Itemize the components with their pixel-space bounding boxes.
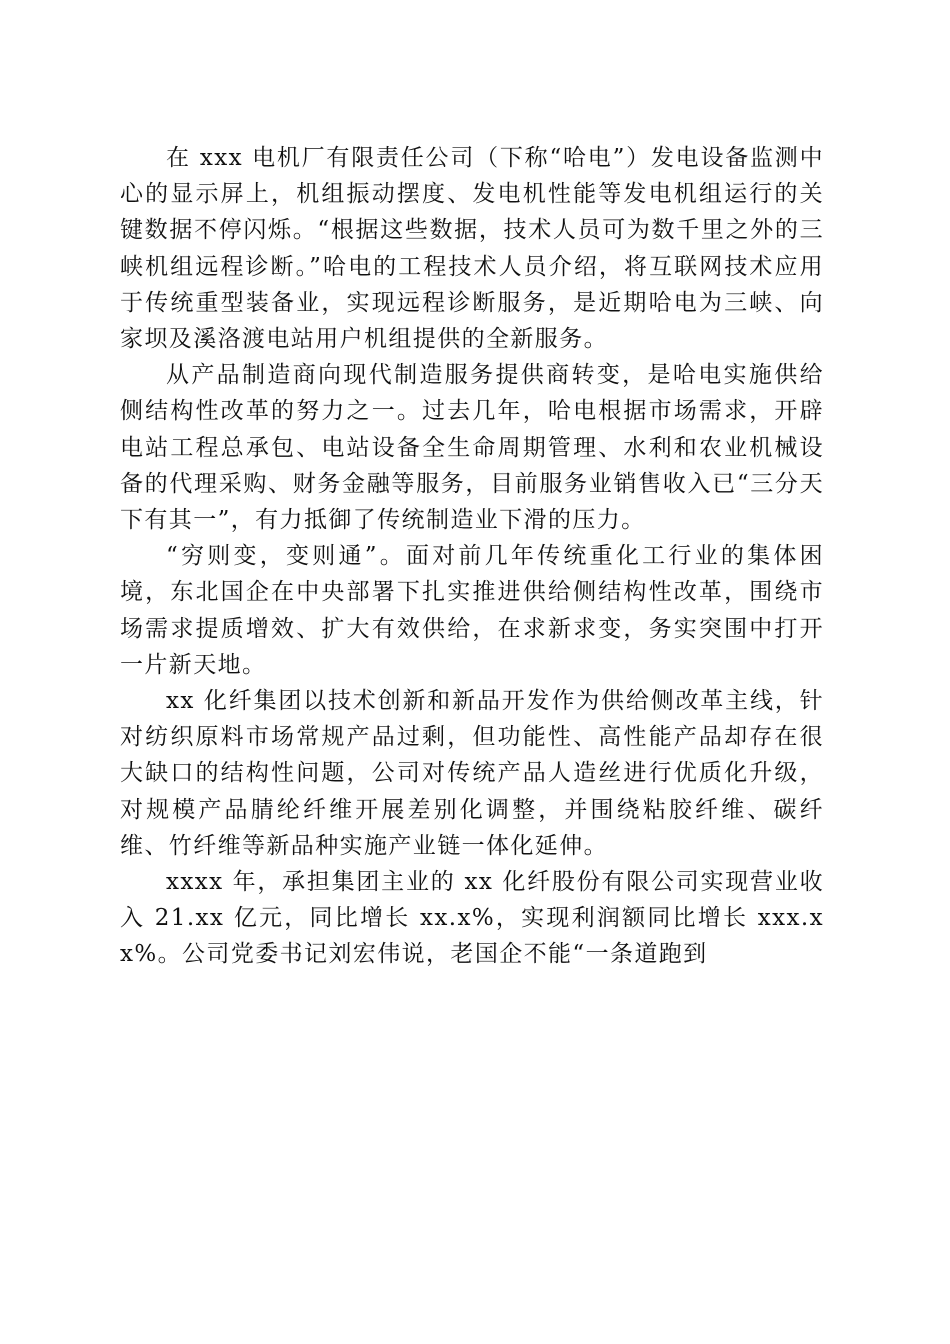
paragraph-5: xxxx 年，承担集团主业的 xx 化纤股份有限公司实现营业收入 21.xx 亿元，同比增长 xx.x%，实现利润额同比增长 xxx.xx%。公司党委书记刘宏伟说，老国企不能“一条道跑到: [120, 869, 824, 968]
document-page: [120, 140, 824, 973]
paragraph-2: 从产品制造商向现代制造服务提供商转变，是哈电实施供给侧结构性改革的努力之一。过去几年，哈电根据市场需求，开辟电站工程总承包、电站设备全生命周期管理、水利和农业机械设备的代理采购、财务金融等服务，目前服务业销售收入已“三分天下有其一”，有力抵御了传统制造业下滑的压力。: [120, 362, 824, 534]
paragraph-3: “穷则变，变则通”。面对前几年传统重化工行业的集体困境，东北国企在中央部署下扎实推进供给侧结构性改革，围绕市场需求提质增效、扩大有效供给，在求新求变，务实突围中打开一片新天地。: [120, 543, 824, 678]
paragraph-1: 在 xxx 电机厂有限责任公司（下称“哈电”）发电设备监测中心的显示屏上，机组振动摆度、发电机性能等发电机组运行的关键数据不停闪烁。“根据这些数据，技术人员可为数千里之外的三峡机组远程诊断。”哈电的工程技术人员介绍，将互联网技术应用于传统重型装备业，实现远程诊断服务，是近期哈电为三峡、向家坝及溪洛渡电站用户机组提供的全新服务。: [120, 145, 824, 353]
paragraph-4: xx 化纤集团以技术创新和新品开发作为供给侧改革主线，针对纺织原料市场常规产品过剩，但功能性、高性能产品却存在很大缺口的结构性问题，公司对传统产品人造丝进行优质化升级，对规模产品腈纶纤维开展差别化调整，并围绕粘胶纤维、碳纤维、竹纤维等新品种实施产业链一体化延伸。: [120, 688, 824, 859]
